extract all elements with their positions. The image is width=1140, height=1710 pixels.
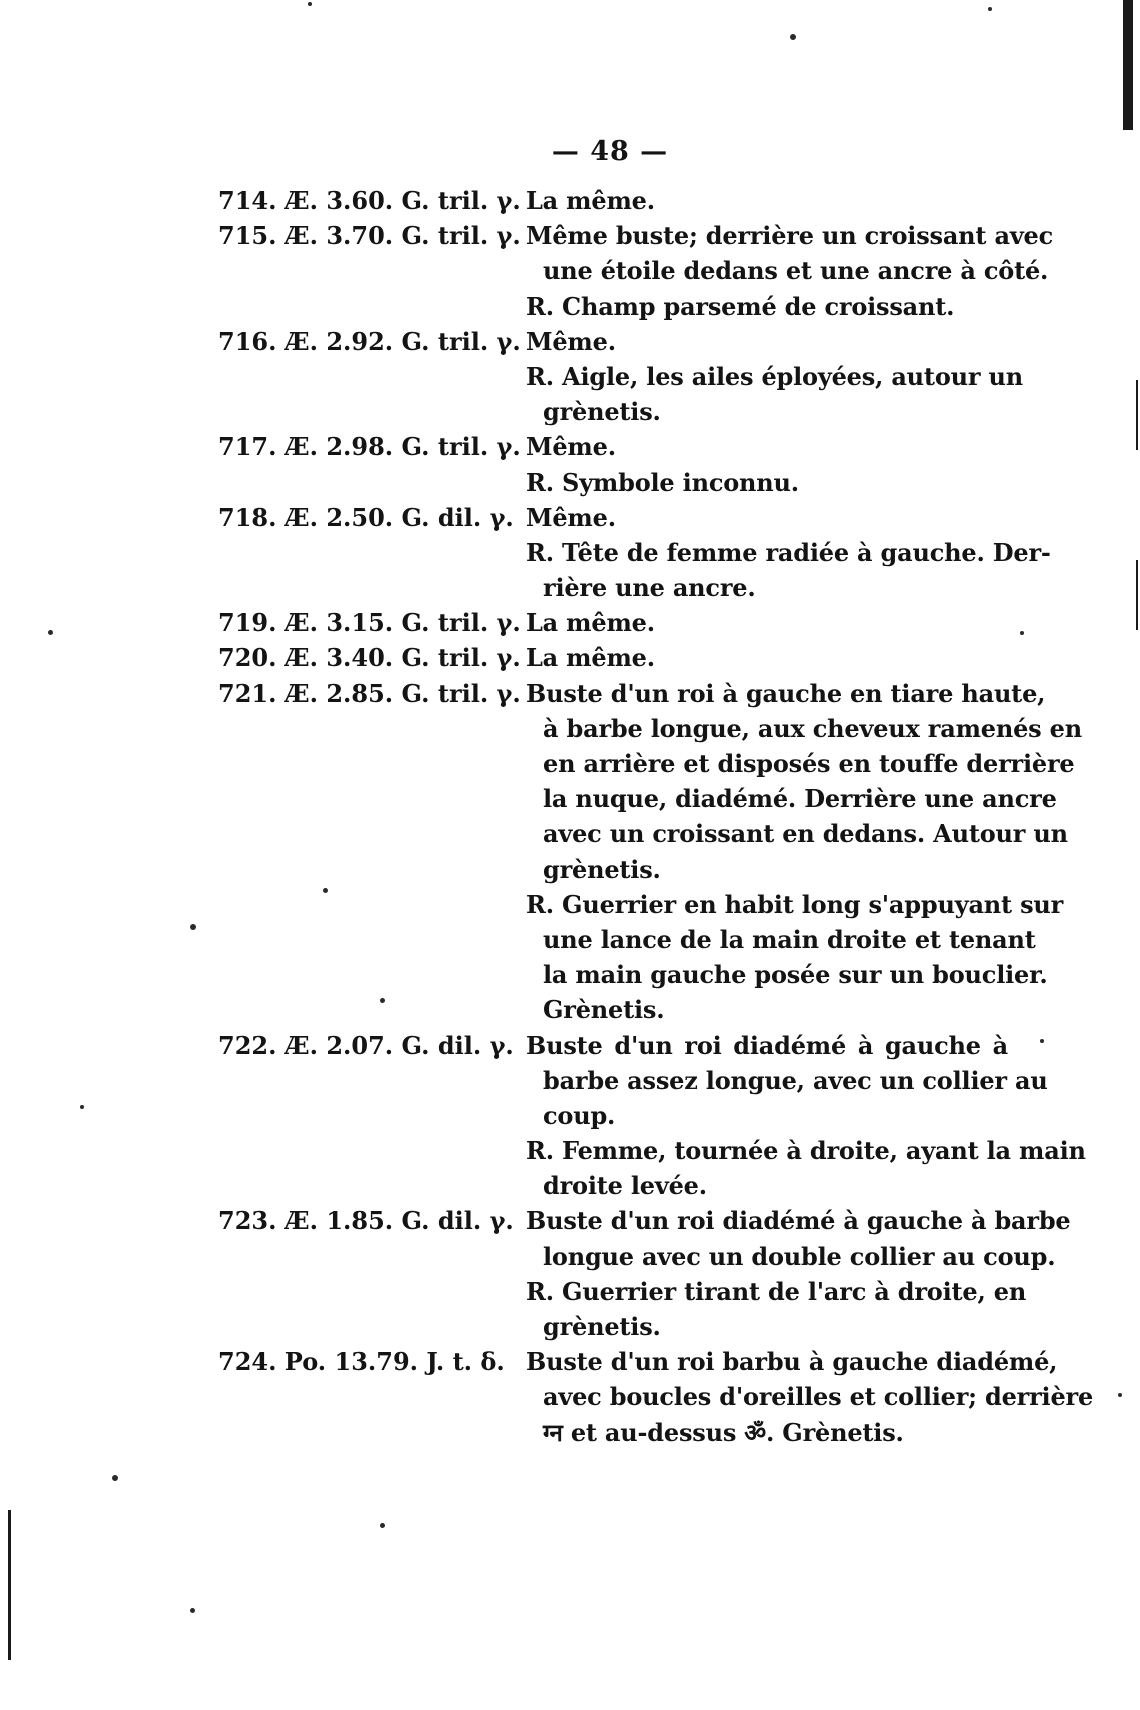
- entry-line: [218, 465, 1008, 500]
- scan-speck: [380, 1523, 385, 1528]
- entry-description-text: avec boucles d'oreilles et collier; derrière: [543, 1382, 1094, 1412]
- entry-label: 716. Æ. 2.92. G. tril. γ.: [218, 326, 521, 356]
- entry-description-text: R. Guerrier tirant de l'arc à droite, en: [526, 1276, 1027, 1306]
- entry-line: [218, 1168, 1008, 1203]
- entry-description-text: Même.: [526, 502, 616, 532]
- entry-line: [218, 183, 1008, 218]
- entry-line: [218, 253, 1049, 288]
- entry-description-text: une lance de la main droite et tenant: [543, 924, 1036, 954]
- scan-speck: [790, 34, 796, 40]
- entry-description-text: avec un croissant en dedans. Autour un: [543, 819, 1068, 849]
- catalogue-entry: [218, 605, 1008, 640]
- scan-edge-line: [1136, 380, 1138, 450]
- entry-description-text: R. Tête de femme radiée à gauche. Der-: [526, 537, 1051, 567]
- coin-catalogue-entries: [218, 183, 1094, 1450]
- entry-line: [218, 324, 1008, 359]
- entry-description-text: Même buste; derrière un croissant avec: [526, 221, 1054, 251]
- catalogue-entry: [218, 324, 1023, 430]
- scan-speck: [48, 630, 53, 635]
- entry-description-text: la main gauche posée sur un bouclier.: [543, 960, 1048, 990]
- entry-description-text: La même.: [526, 186, 655, 215]
- scan-speck: [112, 1475, 118, 1481]
- scan-speck: [1040, 1039, 1044, 1043]
- scan-speck: [1118, 1393, 1122, 1397]
- entry-description-text: rière une ancre.: [543, 573, 756, 603]
- scan-speck: [190, 1608, 195, 1613]
- entry-line: [218, 289, 1008, 324]
- page-number: — 48 —: [551, 136, 669, 167]
- entry-description-text: Même.: [526, 432, 616, 462]
- entry-line: [218, 640, 1008, 675]
- entry-line: [218, 852, 1008, 887]
- entry-description-text: Buste d'un roi à gauche en tiare haute,: [526, 678, 1046, 708]
- entry-description-text: La même.: [526, 608, 655, 638]
- entry-line: [218, 1239, 1056, 1274]
- entry-line: [218, 1344, 1058, 1379]
- entry-label: 724. Po. 13.79. J. t. δ.: [218, 1347, 505, 1377]
- entry-line: [218, 605, 1008, 640]
- entry-description-text: La même.: [526, 643, 655, 673]
- entry-label: 719. Æ. 3.15. G. tril. γ.: [218, 608, 521, 638]
- entry-line: [218, 570, 1008, 605]
- entry-description-text: barbe assez longue, avec un collier au: [543, 1065, 1048, 1095]
- entry-description-text: Même.: [526, 326, 616, 356]
- entry-description-text: Buste d'un roi diadémé à gauche à: [526, 1030, 1008, 1060]
- scan-edge-line: [1123, 0, 1133, 130]
- entry-label: 722. Æ. 2.07. G. dil. γ.: [218, 1030, 514, 1060]
- scan-speck: [988, 7, 992, 11]
- entry-line: [218, 1309, 1008, 1344]
- entry-description-text: R. Femme, tournée à droite, ayant la main: [526, 1136, 1086, 1166]
- entry-line: [218, 746, 1075, 781]
- entry-line: [218, 1063, 1048, 1098]
- entry-line: [218, 816, 1068, 851]
- entry-line: [218, 535, 1051, 570]
- entry-description-text: grènetis.: [543, 1312, 661, 1341]
- entry-line: [218, 1028, 1008, 1063]
- catalogue-entry: [218, 1344, 1094, 1450]
- catalogue-entry: [218, 500, 1051, 606]
- entry-line: [218, 394, 1008, 429]
- scan-speck: [323, 888, 328, 893]
- entry-line: [218, 500, 1008, 535]
- catalogue-entry: [218, 183, 1008, 218]
- entry-label: 723. Æ. 1.85. G. dil. γ.: [218, 1206, 514, 1236]
- scan-speck: [380, 998, 385, 1003]
- entry-line: [218, 887, 1064, 922]
- entry-description-text: Buste d'un roi barbu à gauche diadémé,: [526, 1347, 1058, 1377]
- entry-label: 715. Æ. 3.70. G. tril. γ.: [218, 221, 521, 251]
- scan-speck: [190, 924, 196, 930]
- entry-line: [218, 1415, 1008, 1450]
- entry-description-text: la nuque, diadémé. Derrière une ancre: [543, 784, 1057, 814]
- entry-description-text: en arrière et disposés en touffe derrière: [543, 749, 1075, 778]
- entry-description-text: Grènetis.: [543, 995, 665, 1025]
- entry-line: [218, 1098, 1008, 1133]
- entry-description-text: ग्न et au-dessus ॐ. Grènetis.: [543, 1417, 904, 1447]
- catalogue-entry: [218, 1028, 1086, 1204]
- scan-speck: [80, 1105, 84, 1109]
- entry-line: [218, 218, 1054, 253]
- entry-line: [218, 429, 1008, 464]
- entry-line: [218, 1274, 1027, 1309]
- entry-description-text: une étoile dedans et une ancre à côté.: [543, 256, 1049, 286]
- entry-description-text: droite levée.: [543, 1171, 707, 1201]
- catalogue-entry: [218, 676, 1082, 1028]
- scan-edge-line: [8, 1510, 11, 1660]
- entry-line: [218, 1203, 1071, 1238]
- entry-label: 718. Æ. 2.50. G. dil. γ.: [218, 502, 514, 532]
- scan-speck: [1020, 631, 1024, 635]
- entry-description-text: longue avec un double collier au coup.: [543, 1241, 1056, 1271]
- entry-description-text: grènetis.: [543, 397, 661, 427]
- catalogue-entry: [218, 429, 1008, 499]
- catalogue-entry: [218, 218, 1054, 324]
- entry-line: [218, 1133, 1086, 1168]
- entry-line: [218, 957, 1048, 992]
- entry-line: [218, 676, 1046, 711]
- scan-edge-line: [1136, 560, 1138, 630]
- catalogue-entry: [218, 1203, 1071, 1344]
- entry-line: [218, 359, 1023, 394]
- catalogue-entry: [218, 640, 1008, 675]
- scan-speck: [308, 2, 312, 6]
- entry-description-text: à barbe longue, aux cheveux ramenés en: [543, 713, 1082, 743]
- entry-label: 714. Æ. 3.60. G. tril. γ.: [218, 186, 521, 215]
- entry-label: 721. Æ. 2.85. G. tril. γ.: [218, 678, 521, 708]
- entry-description-text: Buste d'un roi diadémé à gauche à barbe: [526, 1206, 1071, 1236]
- entry-line: [218, 1379, 1094, 1414]
- entry-description-text: R. Aigle, les ailes éployées, autour un: [526, 361, 1023, 391]
- entry-description-text: grènetis.: [543, 854, 661, 884]
- entry-line: [218, 992, 1008, 1027]
- entry-description-text: coup.: [543, 1100, 616, 1130]
- entry-description-text: R. Guerrier en habit long s'appuyant sur: [526, 889, 1064, 919]
- entry-label: 717. Æ. 2.98. G. tril. γ.: [218, 432, 521, 462]
- entry-line: [218, 711, 1082, 746]
- entry-description-text: R. Champ parsemé de croissant.: [526, 291, 955, 321]
- entry-label: 720. Æ. 3.40. G. tril. γ.: [218, 643, 521, 673]
- entry-description-text: R. Symbole inconnu.: [526, 467, 799, 497]
- entry-line: [218, 922, 1036, 957]
- entry-line: [218, 781, 1057, 816]
